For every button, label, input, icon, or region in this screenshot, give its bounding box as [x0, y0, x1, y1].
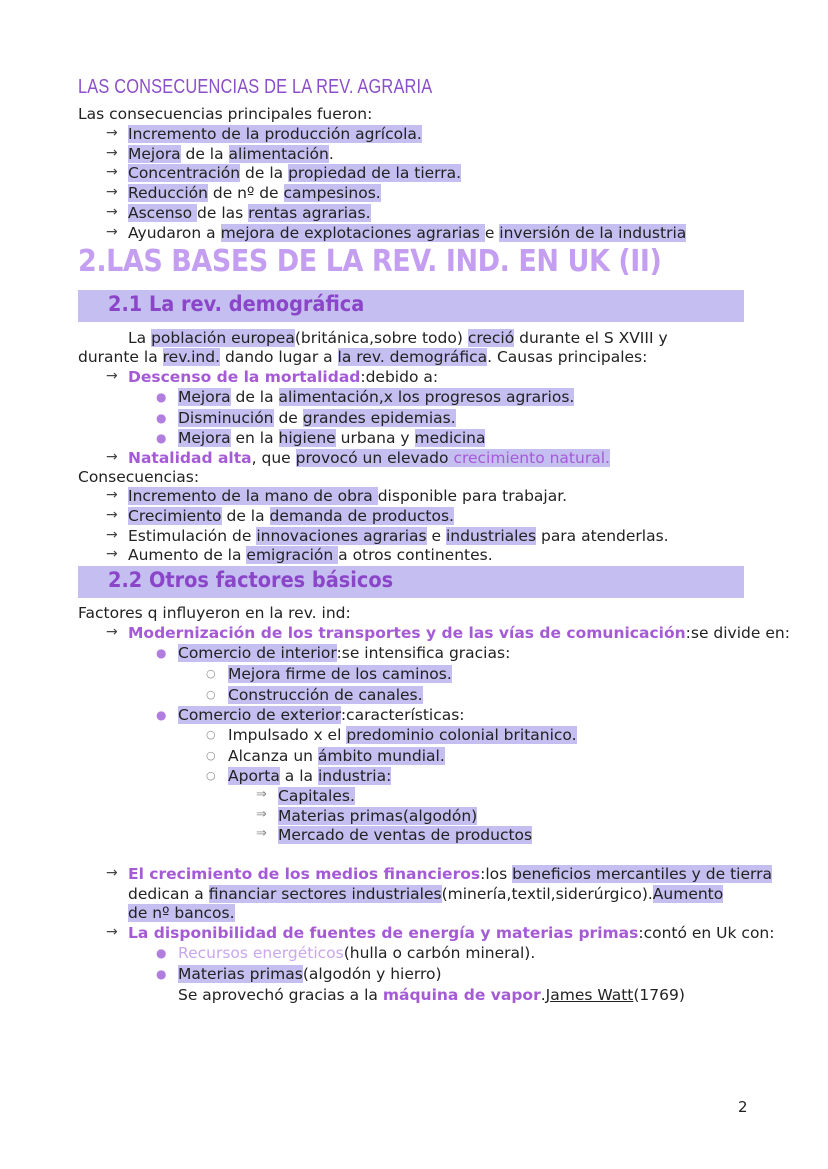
list-item	[128, 367, 438, 387]
text-run: Mejora firme de los caminos.	[228, 665, 452, 683]
text-run: Comercio de interior	[178, 644, 337, 662]
text-run: Natalidad alta	[128, 449, 252, 467]
text-run: la rev. demográfica	[337, 348, 488, 366]
text-run: Ascenso	[128, 203, 198, 222]
text-run: de	[273, 408, 303, 427]
text-run: rev.ind.	[162, 348, 221, 366]
main-title: 2.LAS BASES DE LA REV. IND. EN UK (II)	[78, 244, 662, 279]
text-run: Aporta	[228, 767, 280, 785]
text-run: :características:	[340, 706, 465, 724]
text-run: urbana y	[335, 429, 415, 447]
arrow-bullet-icon: →	[106, 487, 118, 503]
list-item	[128, 183, 381, 203]
text-run: máquina de vapor	[382, 986, 541, 1004]
text-run: crecimiento natural.	[453, 449, 610, 467]
circle-bullet-icon: ○	[206, 687, 216, 701]
sub-sub-list-item	[228, 664, 452, 684]
text-run: innovaciones agrarias	[256, 526, 427, 545]
circle-bullet-icon: ○	[206, 667, 216, 680]
text-run: grandes epidemias.	[302, 408, 456, 427]
dot-bullet-icon: ●	[156, 646, 167, 660]
list-item	[128, 448, 610, 468]
paragraph-line	[128, 328, 668, 348]
text-run: mejora de explotaciones agrarias	[220, 223, 485, 242]
text-run: Factores q influyeron en la rev. ind:	[78, 604, 351, 622]
sub-sub-sub-list-item	[278, 786, 355, 806]
text-run: Aumento de la	[128, 546, 247, 565]
sub-sub-sub-list-item	[278, 806, 477, 826]
text-run: Estimulación de	[128, 526, 257, 545]
list-item	[128, 223, 686, 243]
dot-bullet-icon: ●	[156, 390, 167, 404]
text-run: de la	[221, 506, 270, 525]
text-run: de la	[180, 144, 229, 163]
darrow-bullet-icon: ⇒	[256, 787, 267, 802]
text-run: Crecimiento	[128, 506, 222, 525]
sub-list-item	[178, 705, 465, 725]
arrow-bullet-icon: →	[106, 449, 118, 465]
text-run: para atenderlas.	[536, 526, 669, 545]
text-run: Concentración	[128, 164, 241, 183]
text-run: Mejora	[178, 429, 231, 447]
sub-list-item	[178, 943, 535, 963]
text-run: de nº bancos.	[128, 904, 235, 922]
text-run: Descenso de la mortalidad	[128, 368, 361, 386]
text-run: industriales	[446, 526, 537, 545]
text-run: (minería,textil,siderúrgico).	[441, 885, 653, 903]
darrow-bullet-icon: ⇒	[256, 826, 267, 841]
text-run: , que	[251, 449, 296, 467]
section-title-22: 2.2 Otros factores básicos	[108, 568, 394, 592]
text-run: industria:	[317, 767, 392, 785]
text-run: Incremento de la producción agrícola.	[128, 125, 422, 143]
text-run: a la	[279, 767, 318, 785]
circle-bullet-icon: ○	[206, 769, 216, 782]
sub-list-item	[178, 643, 510, 663]
text-run: demanda de productos.	[269, 506, 454, 525]
text-run: financiar sectores industriales	[208, 885, 442, 903]
text-run: Modernización de los transportes y de las vías de comunicación	[128, 624, 686, 642]
list-item	[128, 144, 334, 164]
text-run: Impulsado x el	[228, 726, 347, 744]
section-bar-22	[78, 566, 744, 598]
sub-list-item	[178, 964, 442, 984]
list-item	[128, 163, 461, 183]
text-run: Comercio de exterior	[178, 706, 341, 724]
text-run: de la	[230, 388, 279, 406]
sub-list-item	[178, 408, 456, 428]
text-run: población europea	[151, 329, 295, 347]
text-run: emigración	[246, 546, 339, 565]
page-number: 2	[738, 1098, 748, 1116]
text-run: El crecimiento de los medios financieros	[128, 865, 481, 883]
text-run: alimentación,x los progresos agrarios.	[278, 388, 575, 406]
circle-bullet-icon: ○	[206, 728, 216, 741]
text-run: :debido a:	[360, 368, 439, 386]
text-run: La	[128, 329, 152, 347]
dot-bullet-icon: ●	[156, 431, 167, 445]
arrow-bullet-icon: →	[106, 203, 118, 220]
arrow-bullet-icon: →	[106, 223, 118, 240]
arrow-bullet-icon: →	[106, 506, 118, 523]
text-run: Alcanza un	[228, 746, 318, 765]
text-run: .	[328, 144, 334, 163]
text-run: predominio colonial britanico.	[346, 726, 577, 744]
text-run: Materias primas(algodón)	[278, 806, 478, 825]
text-run: alimentación	[228, 144, 329, 163]
dot-bullet-icon: ●	[156, 966, 167, 981]
text-run: e	[426, 526, 446, 545]
arrow-bullet-icon: →	[106, 125, 118, 141]
text-run: a otros continentes.	[338, 546, 493, 565]
text-run: Mejora	[128, 144, 181, 163]
text-run: creció	[467, 329, 515, 347]
text-run: medicina	[414, 429, 486, 447]
section-title-21: 2.1 La rev. demográfica	[108, 292, 365, 316]
text-run: Ayudaron a	[128, 223, 221, 242]
text-run: Incremento de la mano de obra	[128, 487, 378, 505]
text-run: de las	[197, 203, 249, 222]
text-run: de nº de	[207, 184, 284, 203]
list-item	[128, 864, 772, 884]
list-item	[128, 623, 790, 643]
consecuencias-label	[78, 467, 199, 487]
text-run: :se intensifica gracias:	[336, 644, 511, 662]
text-run: en la	[230, 429, 279, 447]
text-run: (hulla o carbón mineral).	[343, 944, 536, 962]
dot-bullet-icon: ●	[156, 946, 167, 960]
arrow-bullet-icon: →	[106, 368, 118, 384]
arrow-bullet-icon: →	[106, 624, 118, 640]
list-item-continuation	[128, 903, 235, 923]
circle-bullet-icon: ○	[206, 748, 216, 762]
section-intro: Las consecuencias principales fueron:	[78, 105, 373, 123]
text-run: Capitales.	[278, 787, 355, 805]
text-run: ámbito mundial.	[317, 746, 445, 765]
sub-sub-sub-list-item	[278, 825, 532, 845]
list-item-continuation	[128, 884, 723, 904]
text-run: (1769)	[633, 986, 685, 1004]
arrow-bullet-icon: →	[106, 546, 118, 563]
text-run: :se divide en:	[685, 624, 790, 642]
arrow-bullet-icon: →	[106, 526, 118, 543]
text-run: durante la	[78, 348, 163, 366]
text-run: Mercado de ventas de productos	[278, 826, 533, 844]
sub-sub-list-item	[228, 766, 391, 786]
text-run: Aumento	[652, 885, 724, 903]
list-item	[128, 506, 454, 526]
text-run: Disminución	[178, 408, 274, 427]
sub-sub-list-item	[228, 725, 577, 745]
text-run: (británica,sobre todo)	[294, 329, 468, 347]
text-run: :contó en Uk con:	[638, 924, 775, 942]
text-run: .	[540, 986, 546, 1004]
text-run: higiene	[278, 429, 336, 447]
text-run: Se aprovechó gracias a la	[178, 986, 383, 1004]
text-run: beneficios mercantiles y de tierra	[512, 865, 772, 883]
text-run: de la	[240, 164, 289, 183]
list-item	[128, 486, 567, 506]
arrow-bullet-icon: →	[106, 865, 118, 881]
text-run: La disponibilidad de fuentes de energía y materias primas	[128, 924, 639, 942]
sub-list-item	[178, 387, 574, 407]
text-run: James Watt	[545, 986, 634, 1004]
list-item	[128, 203, 371, 223]
sub-list-continuation	[178, 985, 685, 1005]
text-run: campesinos.	[283, 184, 381, 203]
text-run: Materias primas	[178, 964, 303, 983]
section-heading-agraria: LAS CONSECUENCIAS DE LA REV. AGRARIA	[78, 76, 433, 98]
text-run: Reducción	[128, 184, 208, 203]
dot-bullet-icon: ●	[156, 708, 167, 722]
paragraph-line	[78, 347, 647, 367]
text-run: dando lugar a	[220, 348, 338, 366]
text-run: inversión de la industria	[499, 223, 687, 242]
sub-sub-list-item	[228, 746, 445, 766]
text-run: . Causas principales:	[487, 348, 648, 366]
sub-list-item	[178, 428, 485, 448]
list-item	[128, 545, 493, 565]
section-bar-21	[78, 290, 744, 322]
text-run: provocó un elevado	[295, 449, 454, 467]
text-run: disponible para trabajar.	[377, 487, 568, 505]
list-item	[128, 124, 422, 144]
arrow-bullet-icon: →	[106, 184, 118, 201]
text-run: :los	[480, 865, 513, 883]
darrow-bullet-icon: ⇒	[256, 806, 267, 822]
text-run: dedican a	[128, 885, 209, 903]
list-item	[128, 526, 669, 546]
text-run: Consecuencias:	[78, 468, 200, 486]
arrow-bullet-icon: →	[106, 164, 118, 181]
section-intro	[78, 603, 351, 623]
text-run: propiedad de la tierra.	[288, 164, 462, 183]
text-run: Mejora	[178, 388, 231, 406]
sub-sub-list-item	[228, 685, 423, 705]
text-run: e	[484, 223, 500, 242]
text-run: durante el S XVIII y	[514, 329, 668, 347]
text-run: Recursos energéticos	[178, 944, 344, 962]
dot-bullet-icon: ●	[156, 410, 167, 425]
arrow-bullet-icon: →	[106, 924, 118, 940]
list-item	[128, 923, 774, 943]
text-run: Construcción de canales.	[228, 685, 423, 704]
text-run: (algodón y hierro)	[302, 964, 442, 983]
text-run: rentas agrarias.	[248, 203, 371, 222]
arrow-bullet-icon: →	[106, 144, 118, 161]
